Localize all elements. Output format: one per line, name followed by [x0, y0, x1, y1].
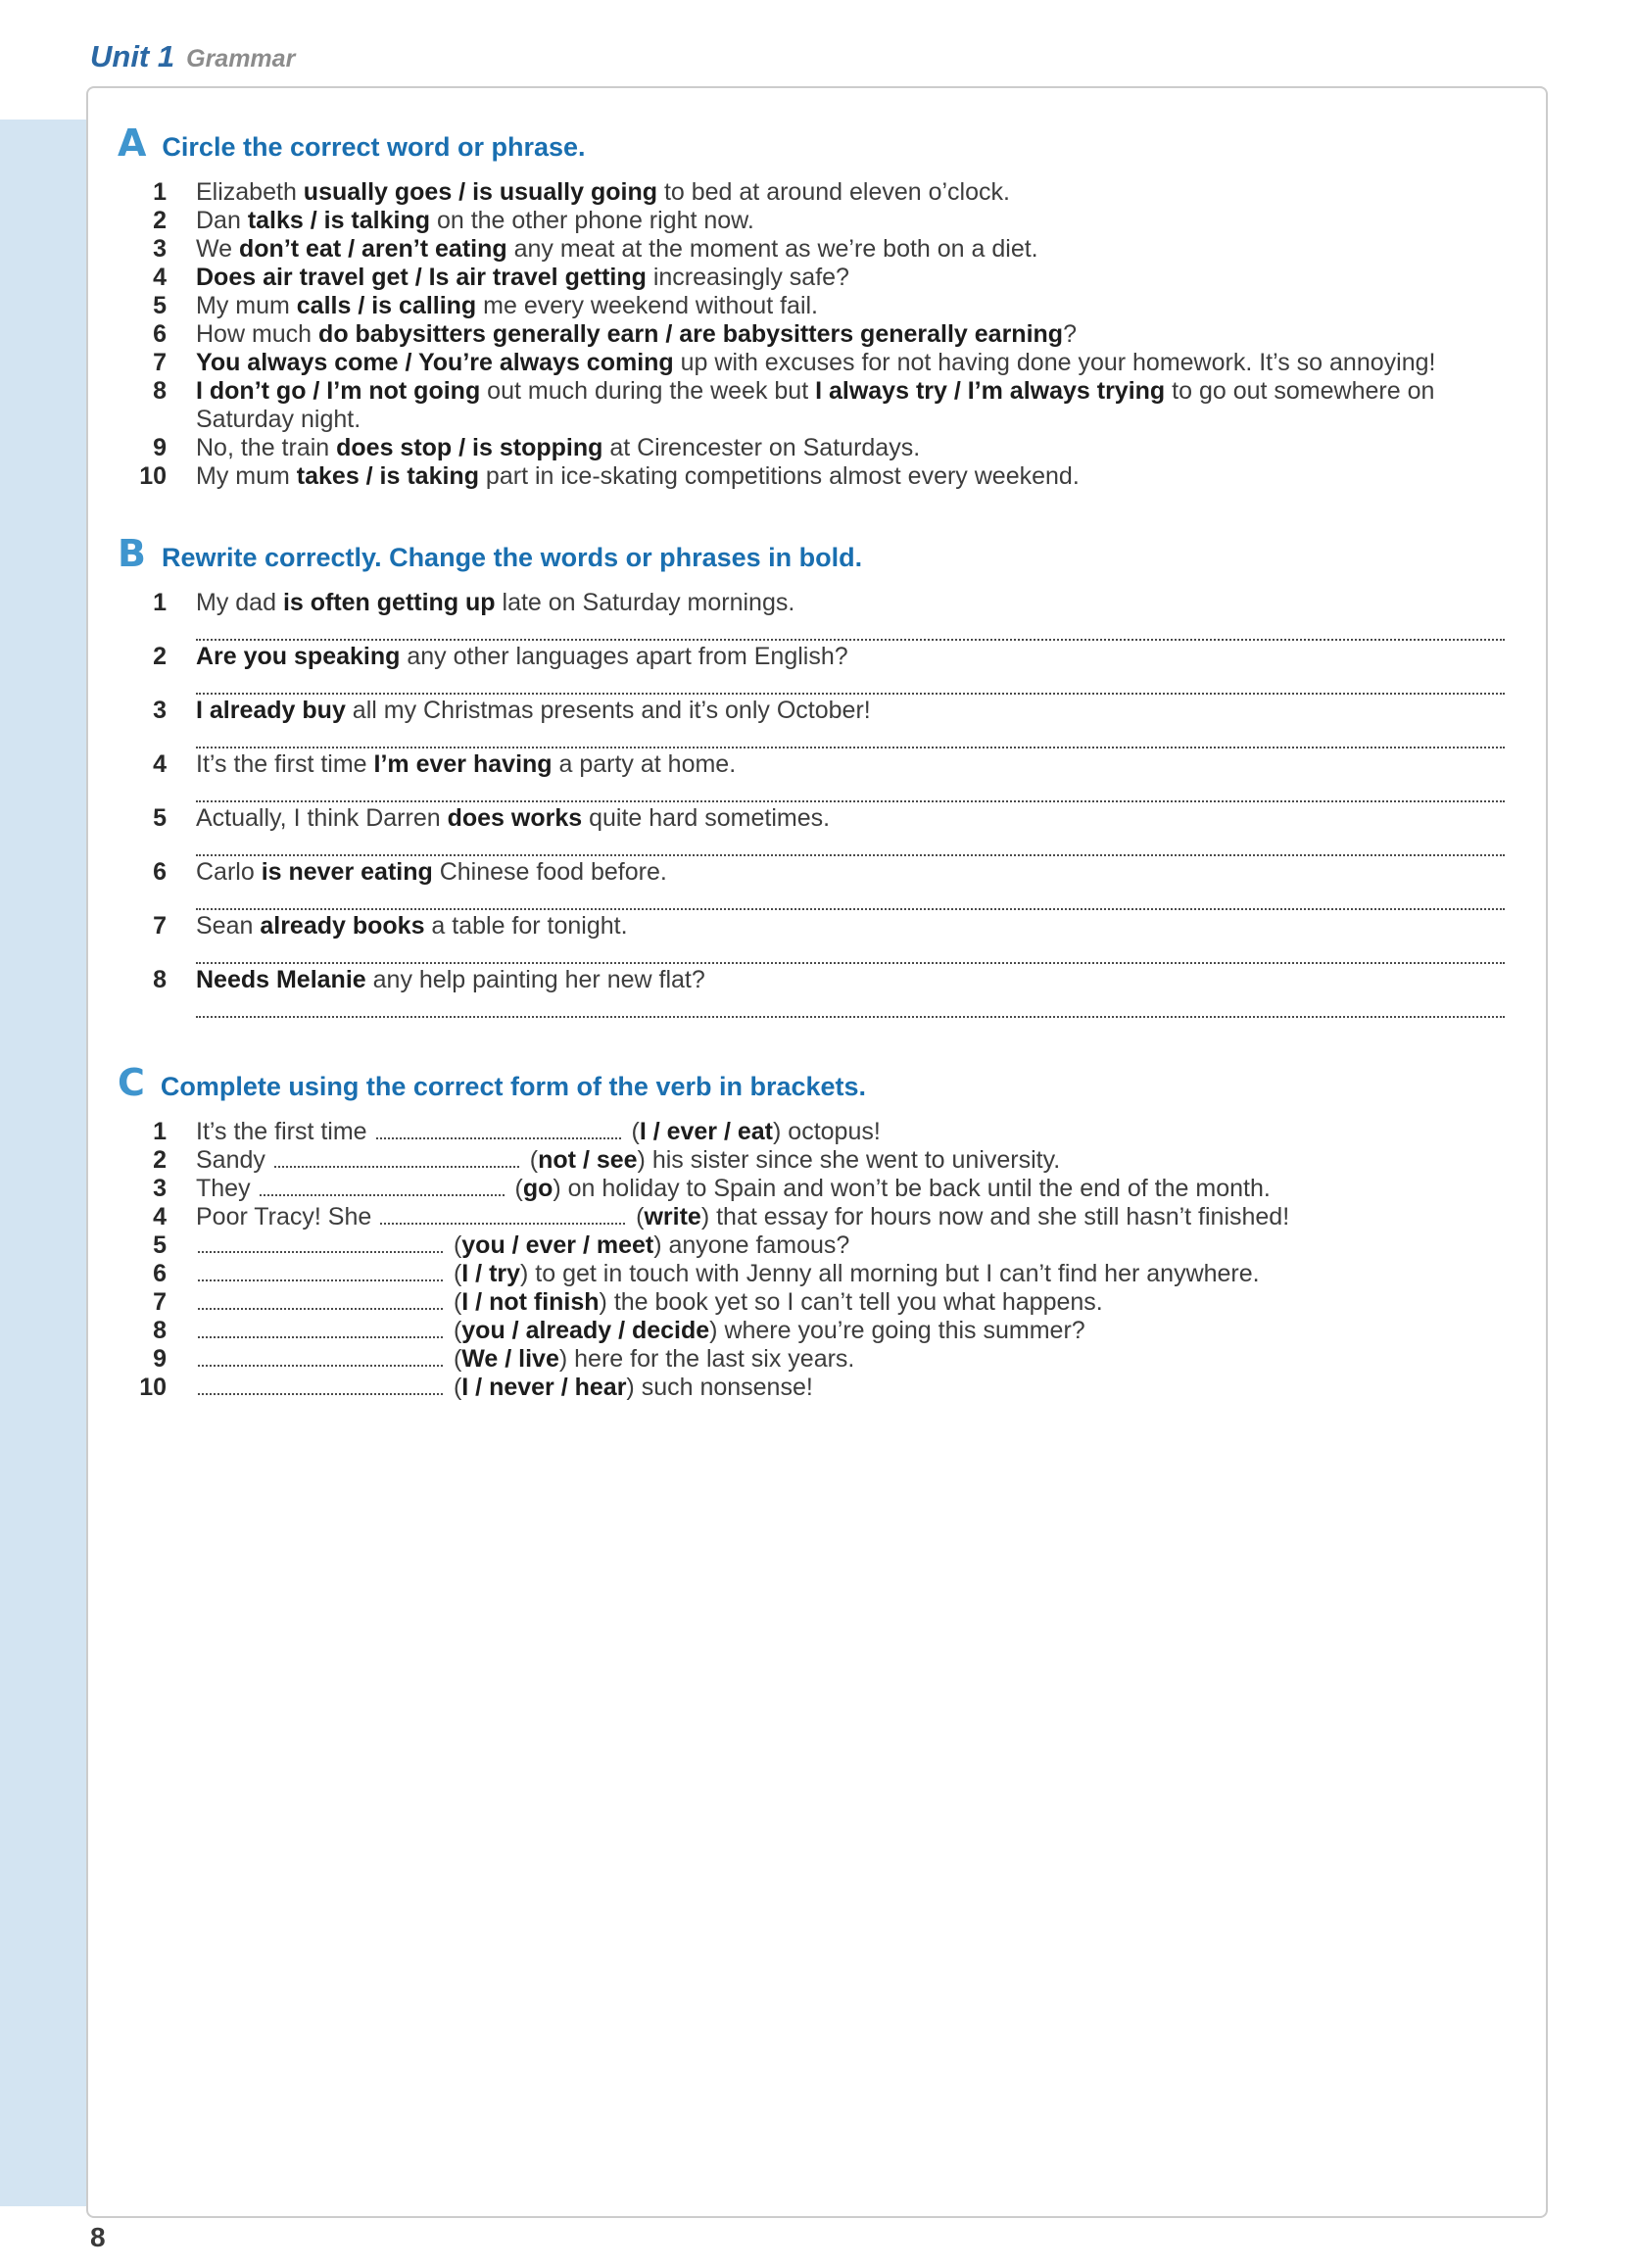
section-b-letter: B	[118, 532, 146, 575]
item-number: 8	[153, 1317, 167, 1344]
section-c-title: Complete using the correct form of the verb in brackets.	[160, 1072, 867, 1101]
text-segment: me every weekend without fail.	[476, 292, 818, 319]
text-segment: up with excuses for not having done your homework. It’s so annoying!	[673, 349, 1436, 376]
item-number: 4	[153, 750, 167, 778]
item-text	[196, 966, 1505, 1020]
text-segment: Carlo	[196, 858, 262, 886]
item-number: 5	[153, 804, 167, 832]
text-segment: ) his sister since she went to university.	[637, 1146, 1061, 1174]
bold-phrase: I / try	[461, 1260, 521, 1287]
bold-phrase: does works	[447, 804, 583, 832]
exercise-item	[118, 1288, 1505, 1317]
text-segment: Poor Tracy! She	[196, 1203, 379, 1231]
item-text	[196, 589, 1505, 643]
exercise-item	[118, 750, 1505, 804]
item-text	[196, 1345, 1505, 1374]
item-number: 4	[153, 264, 167, 291]
exercise-item	[118, 377, 1505, 434]
text-segment: ) octopus!	[773, 1118, 881, 1145]
item-text	[196, 1317, 1505, 1345]
bold-phrase: calls / is calling	[296, 292, 477, 319]
bold-phrase: I always try / I’m always trying	[815, 377, 1166, 405]
item-text	[196, 264, 1505, 292]
answer-blank[interactable]	[198, 1379, 443, 1395]
text-segment: We	[196, 235, 239, 263]
text-segment: How much	[196, 320, 319, 348]
answer-line[interactable]	[196, 781, 1505, 802]
item-number: 7	[153, 349, 167, 376]
item-text	[196, 1175, 1505, 1203]
bold-phrase: write	[644, 1203, 701, 1231]
text-segment: Sean	[196, 912, 261, 940]
item-number: 7	[153, 912, 167, 940]
item-number: 6	[153, 1260, 167, 1287]
item-number: 2	[153, 207, 167, 234]
exercise-item	[118, 1118, 1505, 1146]
item-number: 9	[153, 434, 167, 461]
exercise-item	[118, 434, 1505, 462]
exercise-item	[118, 178, 1505, 207]
text-segment: ) where you’re going this summer?	[709, 1317, 1085, 1344]
item-number: 5	[153, 292, 167, 319]
answer-blank[interactable]	[198, 1351, 443, 1367]
exercise-item	[118, 1231, 1505, 1260]
item-number: 9	[153, 1345, 167, 1373]
text-segment: (	[629, 1203, 645, 1231]
item-number: 10	[139, 462, 167, 490]
bold-phrase: is often getting up	[282, 589, 496, 616]
exercise-item	[118, 235, 1505, 264]
text-segment: Chinese food before.	[432, 858, 667, 886]
bold-phrase: do babysitters generally earn / are babysitters generally earning	[318, 320, 1064, 348]
text-segment: (	[447, 1260, 462, 1287]
section-b-title: Rewrite correctly. Change the words or phrases in bold.	[161, 543, 863, 572]
text-segment: Dan	[196, 207, 248, 234]
exercise-item	[118, 462, 1505, 491]
item-number: 8	[153, 377, 167, 405]
item-text	[196, 207, 1505, 235]
text-segment: ) to get in touch with Jenny all morning but I can’t find her anywhere.	[520, 1260, 1260, 1287]
item-text	[196, 750, 1505, 804]
exercise-item	[118, 697, 1505, 750]
text-segment: all my Christmas presents and it’s only October!	[345, 697, 871, 724]
bold-phrase: Needs Melanie	[196, 966, 366, 993]
item-text	[196, 858, 1505, 912]
answer-line[interactable]	[196, 619, 1505, 641]
section-a-letter: A	[118, 121, 147, 165]
text-segment: They	[196, 1175, 258, 1202]
text-segment: Actually, I think Darren	[196, 804, 448, 832]
exercise-item	[118, 1175, 1505, 1203]
bold-phrase: I don’t go / I’m not going	[196, 377, 481, 405]
bold-phrase: I / ever / eat	[639, 1118, 774, 1145]
bold-phrase: is never eating	[261, 858, 433, 886]
bold-phrase: You always come / You’re always coming	[196, 349, 674, 376]
text-segment: (	[447, 1317, 462, 1344]
item-text	[196, 377, 1505, 434]
item-text	[196, 912, 1505, 966]
exercise-item	[118, 264, 1505, 292]
answer-blank[interactable]	[260, 1181, 505, 1196]
section-a-items	[118, 178, 1505, 491]
section-b-header	[118, 532, 1505, 575]
text-segment: (	[507, 1175, 523, 1202]
item-number: 2	[153, 1146, 167, 1174]
text-segment: any meat at the moment as we’re both on a diet.	[506, 235, 1038, 263]
answer-blank[interactable]	[198, 1237, 443, 1253]
text-segment: out much during the week but	[480, 377, 816, 405]
text-segment: (	[447, 1374, 462, 1401]
exercise-item	[118, 912, 1505, 966]
text-segment: a party at home.	[552, 750, 737, 778]
item-number: 1	[153, 589, 167, 616]
item-text	[196, 349, 1505, 377]
answer-blank[interactable]	[380, 1209, 625, 1225]
bold-phrase: usually goes / is usually going	[303, 178, 657, 206]
text-segment: at Cirencester on Saturdays.	[602, 434, 921, 461]
bold-phrase: I’m ever having	[373, 750, 553, 778]
item-number: 2	[153, 643, 167, 670]
text-segment: (	[447, 1231, 462, 1259]
exercise-item	[118, 966, 1505, 1020]
section-a-title: Circle the correct word or phrase.	[162, 132, 586, 162]
page-number: 8	[90, 2222, 106, 2252]
item-text	[196, 320, 1505, 349]
bold-phrase: you / already / decide	[461, 1317, 710, 1344]
item-text	[196, 1374, 1505, 1402]
section-b-items	[118, 589, 1505, 1020]
text-segment: ) the book yet so I can’t tell you what happens.	[599, 1288, 1103, 1316]
text-segment: Sandy	[196, 1146, 272, 1174]
text-segment: increasingly safe?	[646, 264, 849, 291]
exercise-item	[118, 589, 1505, 643]
bold-phrase: Are you speaking	[196, 643, 401, 670]
section-c-letter: C	[118, 1061, 145, 1104]
item-text	[196, 804, 1505, 858]
text-segment: ) here for the last six years.	[558, 1345, 855, 1373]
answer-blank[interactable]	[274, 1152, 519, 1168]
item-text	[196, 235, 1505, 264]
text-segment: any other languages apart from English?	[400, 643, 848, 670]
answer-line[interactable]	[196, 996, 1505, 1018]
bold-phrase: already books	[260, 912, 425, 940]
item-number: 3	[153, 235, 167, 263]
exercise-item	[118, 349, 1505, 377]
text-segment: (	[624, 1118, 640, 1145]
exercise-item	[118, 804, 1505, 858]
item-number: 1	[153, 1118, 167, 1145]
answer-line[interactable]	[196, 942, 1505, 964]
item-number: 3	[153, 697, 167, 724]
bold-phrase: talks / is talking	[247, 207, 430, 234]
section-c-header	[118, 1061, 1505, 1104]
exercise-item	[118, 1260, 1505, 1288]
bold-phrase: takes / is taking	[296, 462, 479, 490]
item-number: 6	[153, 858, 167, 886]
text-segment: quite hard sometimes.	[582, 804, 831, 832]
text-segment: (	[522, 1146, 539, 1174]
item-text	[196, 1146, 1505, 1175]
answer-line[interactable]	[196, 673, 1505, 695]
section-b	[118, 532, 1505, 1020]
text-segment: to bed at around eleven o’clock.	[657, 178, 1010, 206]
item-text	[196, 1260, 1505, 1288]
answer-blank[interactable]	[198, 1266, 443, 1281]
exercise-item	[118, 1345, 1505, 1374]
item-number: 7	[153, 1288, 167, 1316]
item-number: 1	[153, 178, 167, 206]
text-segment: part in ice-skating competitions almost every weekend.	[478, 462, 1080, 490]
item-text	[196, 697, 1505, 750]
exercise-item	[118, 207, 1505, 235]
text-segment: My dad	[196, 589, 283, 616]
page-header	[90, 39, 295, 74]
text-segment: My mum	[196, 462, 297, 490]
bold-phrase: does stop / is stopping	[336, 434, 603, 461]
text-segment: ) anyone famous?	[653, 1231, 850, 1259]
bold-phrase: go	[522, 1175, 553, 1202]
text-segment: on the other phone right now.	[430, 207, 754, 234]
bold-phrase: don’t eat / aren’t eating	[239, 235, 507, 263]
section-c-items	[118, 1118, 1505, 1402]
item-text	[196, 1231, 1505, 1260]
text-segment: a table for tonight.	[424, 912, 628, 940]
text-segment: ?	[1063, 320, 1077, 348]
exercise-item	[118, 1203, 1505, 1231]
exercise-item	[118, 320, 1505, 349]
bold-phrase: you / ever / meet	[461, 1231, 654, 1259]
bold-phrase: not / see	[538, 1146, 638, 1174]
item-number: 10	[139, 1374, 167, 1401]
side-band-decoration	[0, 120, 100, 2206]
text-segment: My mum	[196, 292, 297, 319]
text-segment: (	[447, 1345, 462, 1373]
text-segment: It’s the first time	[196, 1118, 374, 1145]
item-text	[196, 643, 1505, 697]
text-segment: Elizabeth	[196, 178, 304, 206]
answer-line[interactable]	[196, 889, 1505, 910]
exercise-item	[118, 858, 1505, 912]
exercise-item	[118, 292, 1505, 320]
item-number: 5	[153, 1231, 167, 1259]
item-text	[196, 1118, 1505, 1146]
text-segment: No, the train	[196, 434, 337, 461]
text-segment: any help painting her new flat?	[365, 966, 705, 993]
item-text	[196, 178, 1505, 207]
section-a-header	[118, 121, 1505, 165]
exercise-item	[118, 1146, 1505, 1175]
section-c	[118, 1061, 1505, 1402]
item-number: 6	[153, 320, 167, 348]
section-a	[118, 121, 1505, 491]
exercise-item	[118, 643, 1505, 697]
item-text	[196, 462, 1505, 491]
text-segment: It’s the first time	[196, 750, 374, 778]
text-segment: ) on holiday to Spain and won’t be back until the end of the month.	[553, 1175, 1271, 1202]
text-segment: ) such nonsense!	[626, 1374, 813, 1401]
text-segment: to go out somewhere on Saturday night.	[196, 377, 1435, 433]
unit-subtitle: Grammar	[186, 45, 296, 72]
bold-phrase: I / not finish	[461, 1288, 600, 1316]
item-text	[196, 292, 1505, 320]
worksheet-card	[86, 86, 1548, 2218]
answer-line[interactable]	[196, 835, 1505, 856]
item-number: 3	[153, 1175, 167, 1202]
answer-line[interactable]	[196, 727, 1505, 748]
exercise-item	[118, 1317, 1505, 1345]
unit-label: Unit 1	[90, 39, 175, 73]
item-number: 4	[153, 1203, 167, 1231]
bold-phrase: We / live	[461, 1345, 559, 1373]
answer-blank[interactable]	[198, 1323, 443, 1338]
bold-phrase: I already buy	[196, 697, 346, 724]
text-segment: (	[447, 1288, 462, 1316]
bold-phrase: I / never / hear	[461, 1374, 627, 1401]
answer-blank[interactable]	[376, 1124, 621, 1139]
item-number: 8	[153, 966, 167, 993]
item-text	[196, 1288, 1505, 1317]
bold-phrase: Does air travel get / Is air travel getting	[196, 264, 647, 291]
exercise-item	[118, 1374, 1505, 1402]
text-segment: late on Saturday mornings.	[495, 589, 795, 616]
item-text	[196, 434, 1505, 462]
answer-blank[interactable]	[198, 1294, 443, 1310]
item-text	[196, 1203, 1505, 1231]
text-segment: ) that essay for hours now and she still hasn’t finished!	[700, 1203, 1290, 1231]
